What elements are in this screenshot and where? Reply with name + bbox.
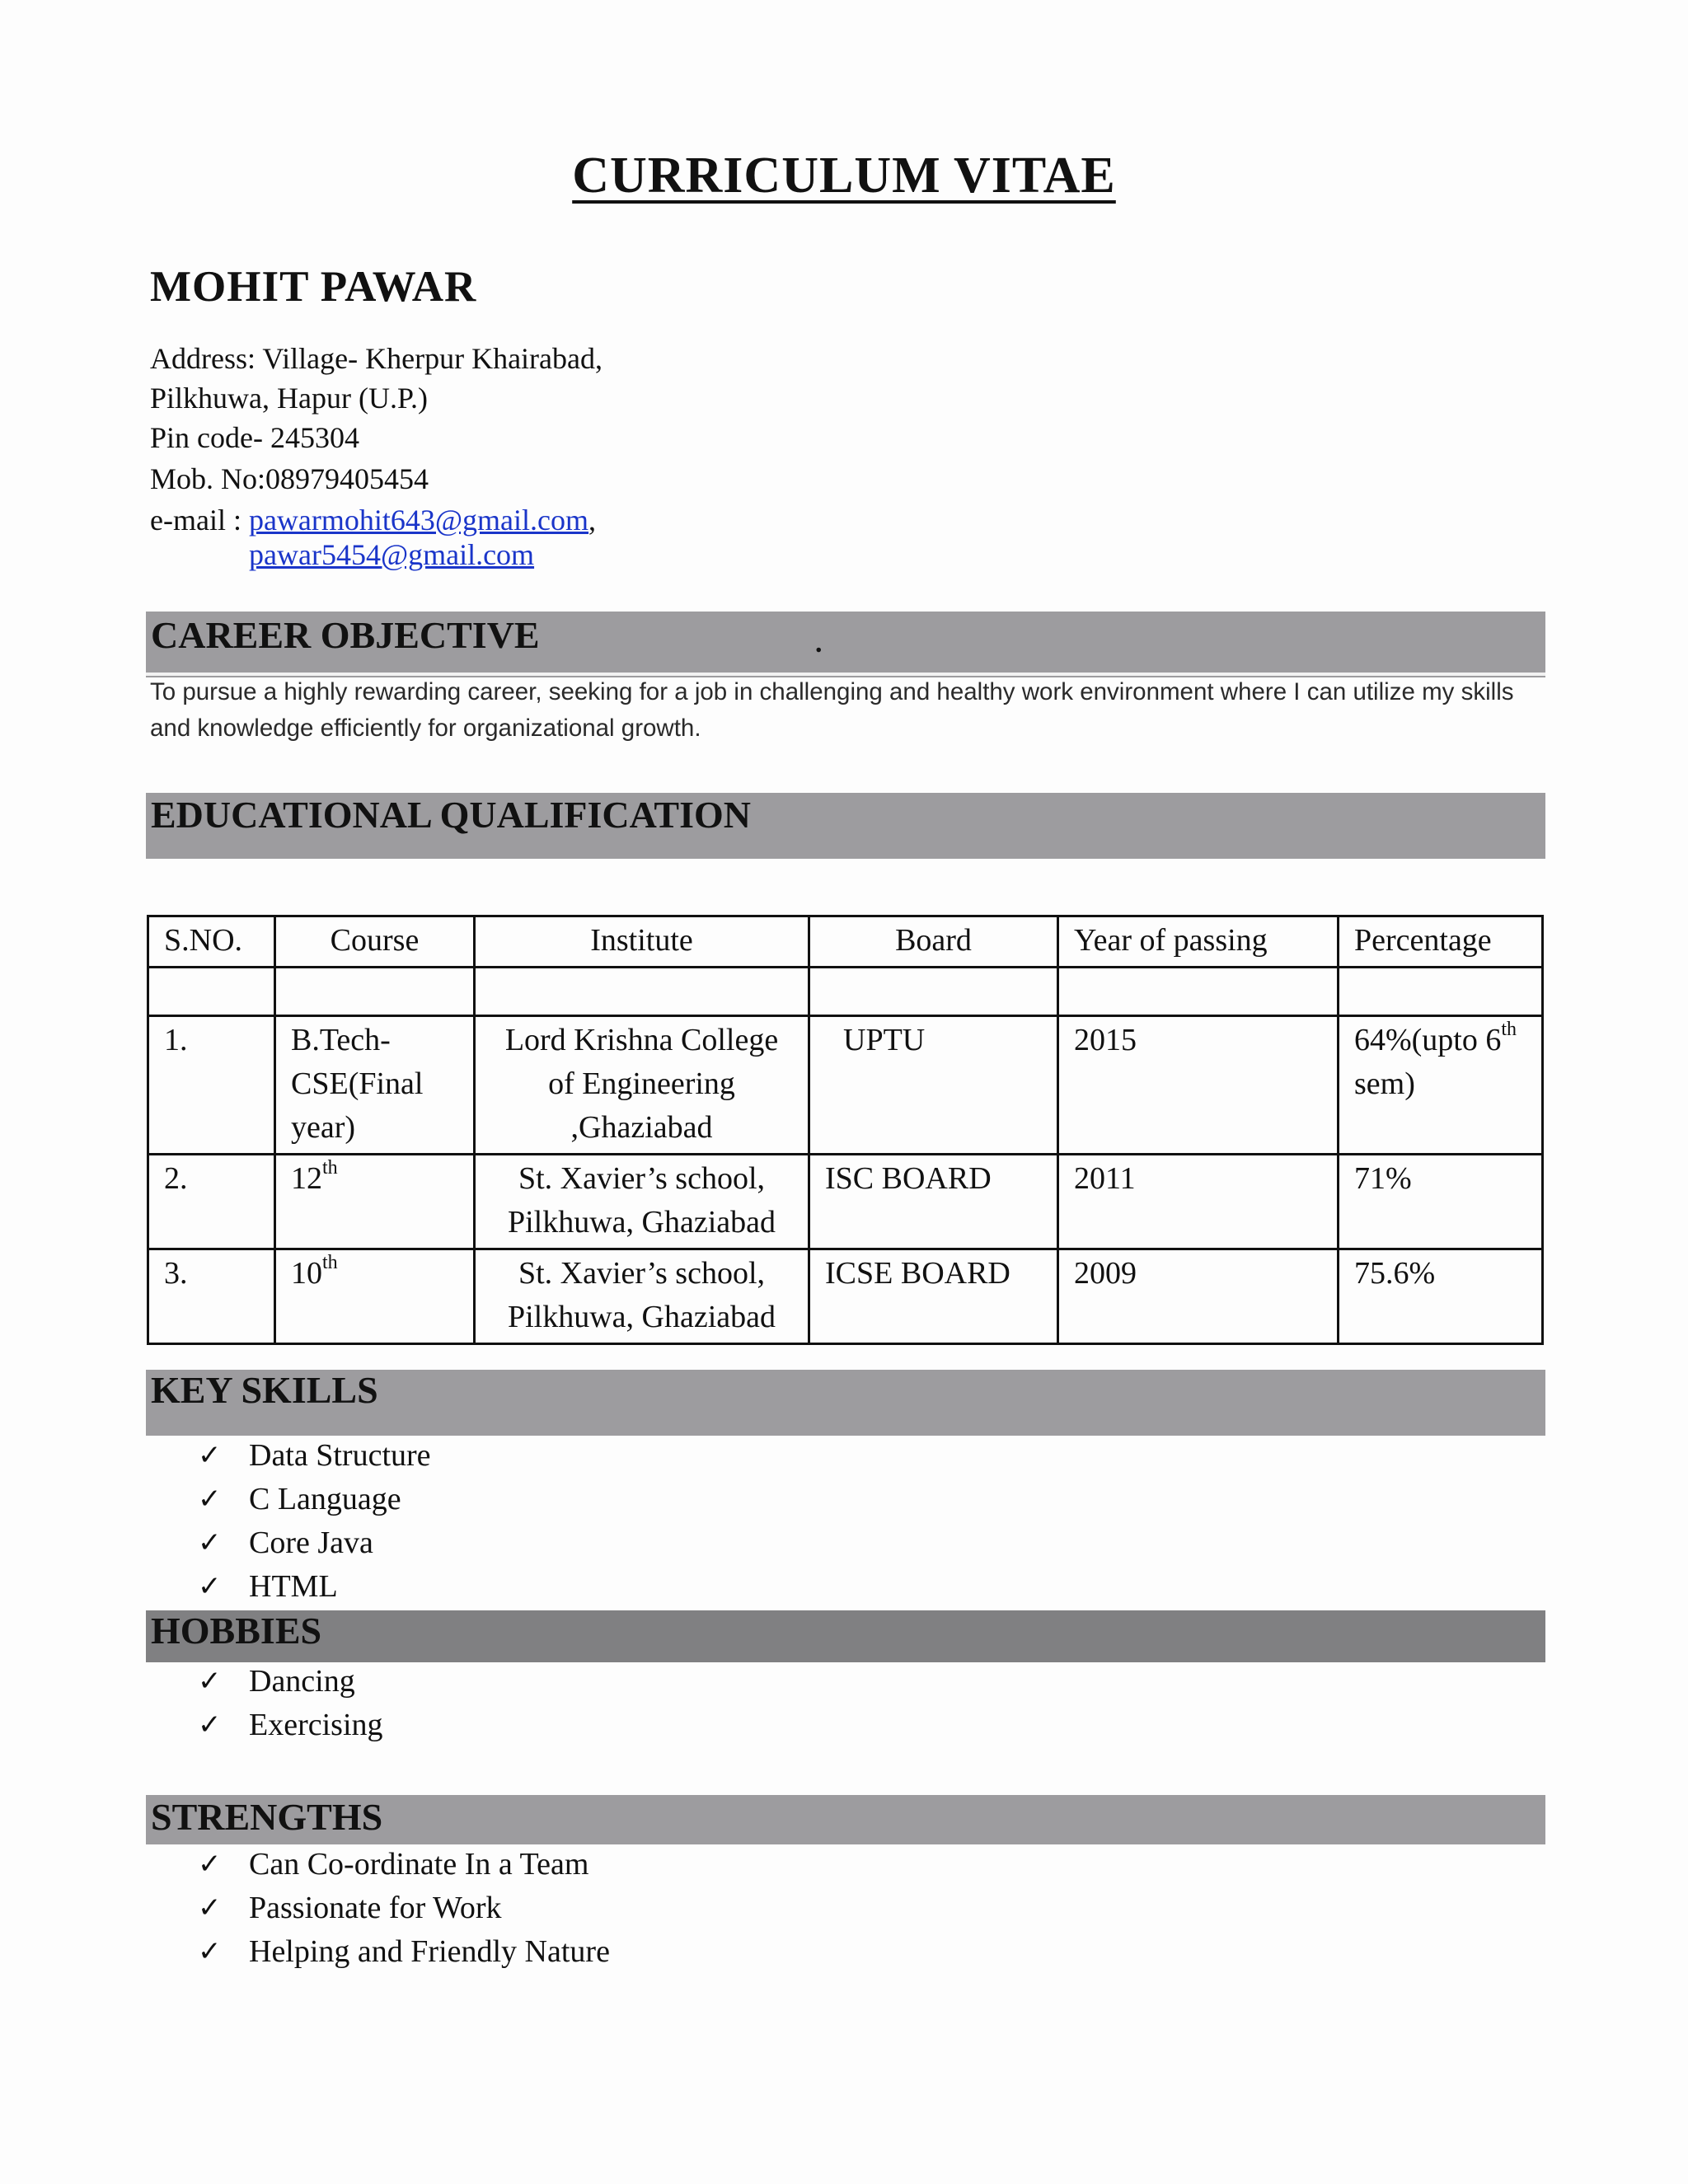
table-row-blank [148, 968, 1543, 1016]
cell-course: 10th [275, 1249, 475, 1344]
list-item: ✓ Core Java [198, 1521, 431, 1565]
col-header-course: Course [275, 916, 475, 968]
check-icon: ✓ [198, 1935, 222, 1968]
check-icon: ✓ [198, 1848, 222, 1881]
col-header-percentage: Percentage [1339, 916, 1543, 968]
cell-board: ICSE BOARD [809, 1249, 1058, 1344]
mobile-number: Mob. No:08979405454 [150, 462, 429, 495]
col-header-sno: S.NO. [148, 916, 275, 968]
education-header [146, 793, 1545, 859]
hobbies-header [146, 1610, 1545, 1662]
email-separator: , [588, 504, 597, 537]
cell-institute: Lord Krishna College of Engineering ,Ghaziabad [475, 1016, 809, 1155]
candidate-name: MOHIT PAWAR [150, 263, 477, 311]
col-header-year: Year of passing [1058, 916, 1339, 968]
document-title: CURRICULUM VITAE [572, 148, 1116, 204]
table-row [148, 1155, 1543, 1249]
list-item: ✓ Exercising [198, 1704, 383, 1747]
key-skills-list [198, 1434, 431, 1609]
cell-board: UPTU [809, 1016, 1058, 1155]
education-title: EDUCATIONAL QUALIFICATION [151, 794, 752, 836]
list-item: ✓ HTML [198, 1565, 431, 1609]
cell-institute: St. Xavier’s school, Pilkhuwa, Ghaziabad [475, 1249, 809, 1344]
cell-board: ISC BOARD [809, 1155, 1058, 1249]
career-objective-header [146, 612, 1545, 677]
strengths-header [146, 1795, 1545, 1844]
check-icon: ✓ [198, 1570, 222, 1603]
hobbies-title: HOBBIES [151, 1610, 322, 1652]
cell-year: 2009 [1058, 1249, 1339, 1344]
check-icon: ✓ [198, 1483, 222, 1516]
email-row-2 [249, 537, 534, 572]
strengths-list [198, 1843, 610, 1974]
key-skills-header [146, 1370, 1545, 1436]
check-icon: ✓ [198, 1665, 222, 1698]
cell-sno: 2. [148, 1155, 275, 1249]
col-header-board: Board [809, 916, 1058, 968]
list-item: ✓ Can Co-ordinate In a Team [198, 1843, 610, 1886]
cell-institute: St. Xavier’s school, Pilkhuwa, Ghaziabad [475, 1155, 809, 1249]
table-header-row [148, 916, 1543, 968]
cell-sno: 3. [148, 1249, 275, 1344]
check-icon: ✓ [198, 1708, 222, 1741]
list-item: ✓ C Language [198, 1478, 431, 1521]
email-link-2[interactable]: pawar5454@gmail.com [249, 538, 535, 571]
cell-sno: 1. [148, 1016, 275, 1155]
career-objective-title: CAREER OBJECTIVE [151, 614, 540, 656]
education-table [147, 915, 1544, 1345]
pin-code: Pin code- 245304 [150, 421, 359, 454]
col-header-institute: Institute [475, 916, 809, 968]
list-item: ✓ Data Structure [198, 1434, 431, 1478]
cell-course: B.Tech-CSE(Final year) [275, 1016, 475, 1155]
cell-percentage: 71% [1339, 1155, 1543, 1249]
check-icon: ✓ [198, 1439, 222, 1472]
table-row [148, 1249, 1543, 1344]
check-icon: ✓ [198, 1526, 222, 1559]
cell-percentage: 75.6% [1339, 1249, 1543, 1344]
career-objective-text: To pursue a highly rewarding career, seeking for a job in challenging and healthy work environment where I can utilize my skills and knowledge efficiently for organizational growth. [150, 678, 1514, 742]
email-label: e-mail : [150, 504, 249, 537]
strengths-title: STRENGTHS [151, 1796, 383, 1838]
key-skills-title: KEY SKILLS [151, 1369, 378, 1411]
career-objective-dot: . [815, 628, 823, 658]
email-link-1[interactable]: pawarmohit643@gmail.com [248, 504, 589, 537]
cell-year: 2015 [1058, 1016, 1339, 1155]
address-line-2: Pilkhuwa, Hapur (U.P.) [150, 382, 428, 415]
hobbies-list [198, 1660, 383, 1747]
address-line-1: Address: Village- Kherpur Khairabad, [150, 342, 603, 375]
cell-course: 12th [275, 1155, 475, 1249]
list-item: ✓ Helping and Friendly Nature [198, 1930, 610, 1974]
cell-percentage: 64%(upto 6th sem) [1339, 1016, 1543, 1155]
list-item: ✓ Passionate for Work [198, 1886, 610, 1930]
check-icon: ✓ [198, 1891, 222, 1924]
email-row [150, 503, 596, 537]
cell-year: 2011 [1058, 1155, 1339, 1249]
list-item: ✓ Dancing [198, 1660, 383, 1704]
table-row [148, 1016, 1543, 1155]
